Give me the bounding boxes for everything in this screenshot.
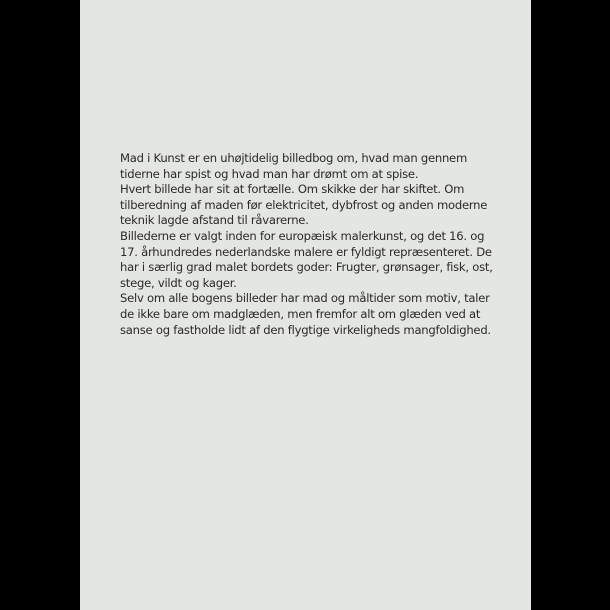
book-back-cover	[80, 0, 531, 610]
blurb-line: stege, vildt og kager.	[120, 275, 237, 290]
blurb-line: Billederne er valgt inden for europæisk malerkunst, og det 16. og	[120, 228, 485, 243]
blurb-line: 17. århundredes nederlandske malere er fyldigt repræsenteret. De	[120, 244, 492, 259]
blurb-line: Hvert billede har sit at fortælle. Om skikke der har skiftet. Om	[120, 182, 465, 197]
blurb-line: tilberedning af maden før elektricitet, dybfrost og anden moderne	[120, 197, 488, 212]
blurb-line: Selv om alle bogens billeder har mad og måltider som motiv, taler	[120, 291, 490, 306]
blurb-line: har i særlig grad malet bordets goder: Frugter, grønsager, fisk, ost,	[120, 260, 493, 275]
blurb-line: Mad i Kunst er en uhøjtidelig billedbog om, hvad man gennem	[120, 151, 467, 165]
blurb-text	[120, 151, 520, 338]
blurb-line: tiderne har spist og hvad man har drømt om at spise.	[120, 166, 419, 181]
blurb-line: sanse og fastholde lidt af den flygtige virkeligheds mangfoldighed.	[120, 322, 491, 337]
blurb-line: teknik lagde afstand til råvarerne.	[120, 213, 309, 228]
blurb-line: de ikke bare om madglæden, men fremfor alt om glæden ved at	[120, 306, 481, 321]
